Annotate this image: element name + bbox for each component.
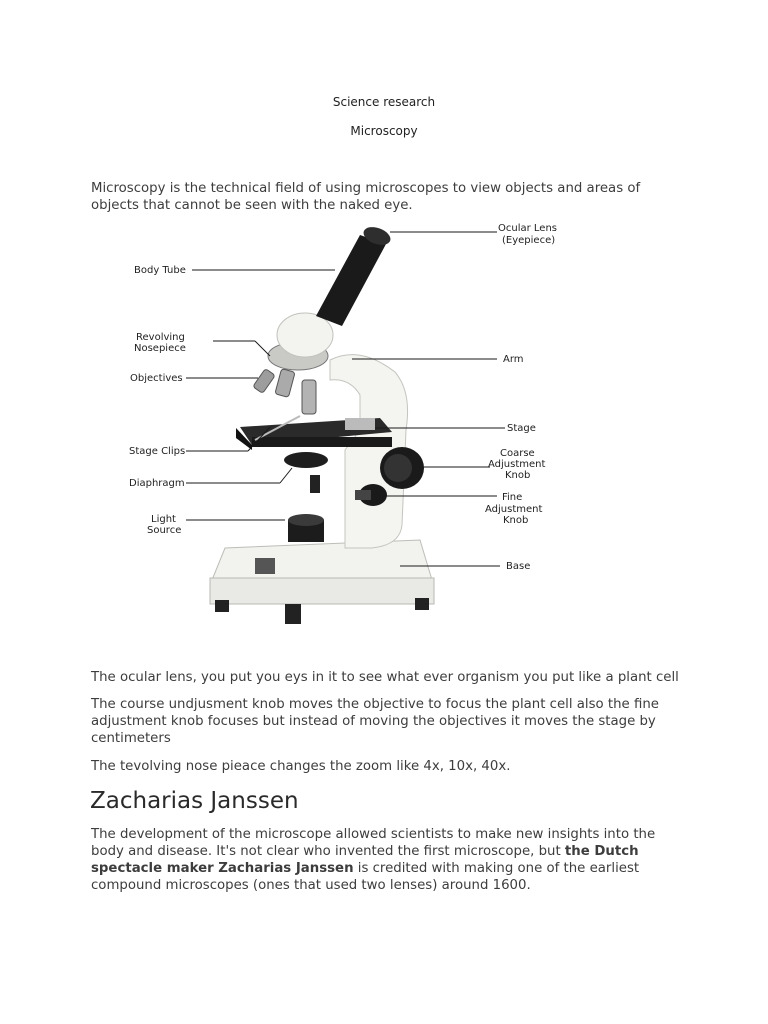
objective-right [302, 380, 316, 414]
head-shape [277, 313, 333, 357]
microscope-base [212, 540, 432, 580]
label-diaphragm: Diaphragm [129, 478, 185, 489]
section-body-end: is credited with making one of the earliest compound microscopes (ones that used two lenses) around 1600. [91, 861, 640, 893]
section-body [91, 826, 661, 894]
label-fine: Fine [502, 492, 523, 503]
fine-knob-shaft [355, 490, 371, 500]
diaphragm-shape [284, 452, 328, 468]
label-eyepiece: (Eyepiece) [502, 235, 556, 246]
base-foot-front [285, 604, 301, 624]
microscope-base-front [210, 578, 434, 604]
objective-middle [275, 369, 295, 398]
base-foot-right [415, 598, 429, 610]
label-stage: Stage [507, 423, 536, 434]
body-tube-shape [316, 235, 386, 326]
adjustment-knob-paragraph: The course undjusment knob moves the objective to focus the plant cell also the fine adjustment knob focuses but instead of moving the objectives it moves the stage by centimeters [91, 697, 659, 746]
section-body-bold: the Dutch spectacle maker Zacharias Janssen [91, 844, 639, 876]
label-coarse-adjustment: Adjustment [488, 459, 546, 470]
label-fine-knob: Knob [503, 515, 529, 526]
base-foot-left [215, 600, 229, 612]
base-badge [255, 558, 275, 574]
ocular-lens-paragraph: The ocular lens, you put you eys in it to see what ever organism you put like a plant cell [91, 670, 679, 685]
coarse-knob-face [384, 454, 412, 482]
light-source-top [288, 514, 324, 526]
label-arm: Arm [503, 354, 524, 365]
stage-plate [345, 418, 375, 430]
label-base: Base [506, 561, 531, 572]
label-light: Light [151, 514, 176, 525]
nosepiece-paragraph: The tevolving nose pieace changes the zoom like 4x, 10x, 40x. [91, 759, 511, 774]
section-body-start: The development of the microscope allowed scientists to make new insights into the body and disease. It's not clear who invented the first microscope, but [91, 827, 656, 859]
label-fine-adjustment: Adjustment [485, 504, 543, 515]
label-stage-clips: Stage Clips [129, 446, 186, 457]
section-heading: Zacharias Janssen [90, 788, 299, 814]
diaphragm-lever [310, 475, 320, 493]
objective-left [253, 369, 275, 394]
label-objectives: Objectives [130, 373, 183, 384]
stage-front [252, 437, 392, 447]
label-body-tube: Body Tube [134, 265, 186, 276]
label-coarse-knob: Knob [505, 470, 531, 481]
document-subtitle: Microscopy [350, 124, 418, 138]
document-title: Science research [332, 95, 436, 109]
label-ocular-lens: Ocular Lens [498, 223, 557, 234]
label-coarse: Coarse [500, 448, 535, 459]
intro-paragraph: Microscopy is the technical field of using microscopes to view objects and areas of objects that cannot be seen with the naked eye. [91, 181, 641, 213]
microscope-diagram [120, 218, 560, 636]
label-nosepiece: Nosepiece [134, 343, 186, 354]
label-revolving: Revolving [136, 332, 185, 343]
label-source: Source [147, 525, 182, 536]
